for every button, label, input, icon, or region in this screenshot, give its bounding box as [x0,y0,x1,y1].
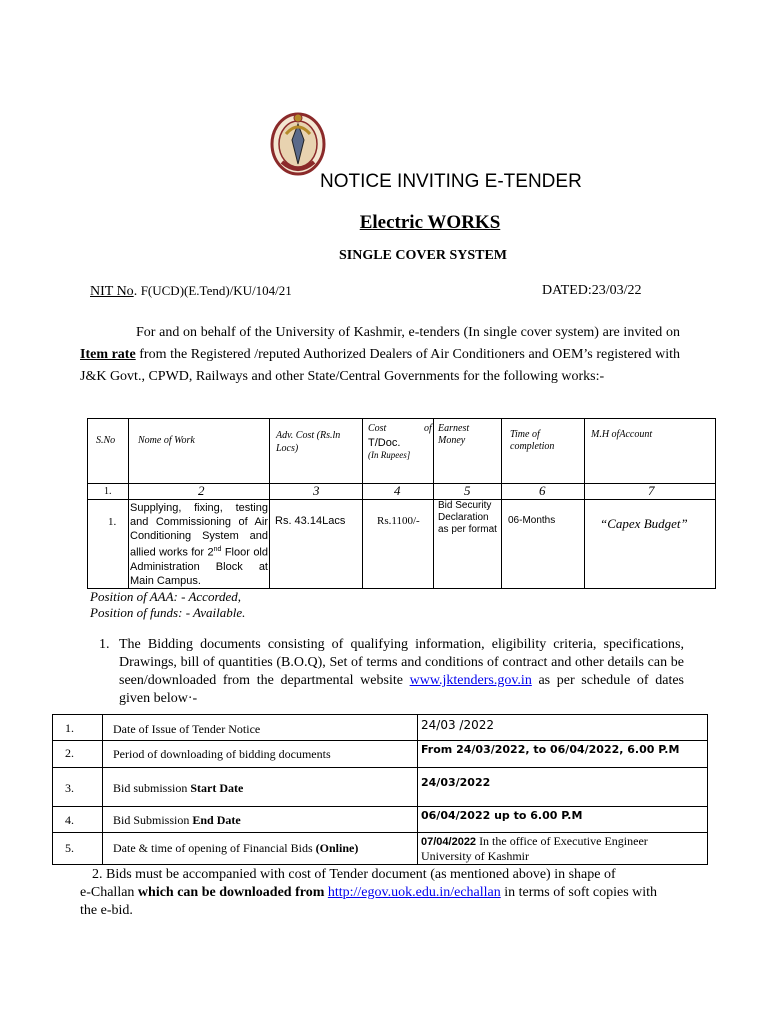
label-bold: (Online) [315,841,359,855]
schedule-num: 3. [65,781,74,795]
schedule-num: 5. [65,841,74,855]
column-number: 1. [104,486,112,497]
schedule-label: Period of downloading of bidding documents [113,747,331,761]
column-number: 7 [648,483,655,498]
table-divider [88,483,715,484]
schedule-value [421,834,648,863]
schedule-num: 4. [65,813,74,827]
point-1-after: as per schedule of dates given below·- [119,673,685,706]
point-2-line-1: 2. Bids must be accompanied with cost of Tender document (as mentioned above) in shape of [92,867,616,882]
value-part: In the office of Executive Engineer [476,834,648,848]
jktenders-link[interactable]: www.jktenders.gov.in [409,673,532,688]
row-time-of-completion: 06-Months [508,515,556,526]
cover-system: SINGLE COVER SYSTEM [338,248,508,263]
header-name-of-work: Nome of Work [138,435,195,446]
header-time-of-completion: Time of completion [510,429,555,452]
row-adv-cost: Rs. 43.14Lacs [275,515,346,527]
header-doc-cost-tdoc: T/Doc. [368,437,401,449]
schedule-label [113,813,241,828]
echallan-link[interactable]: http://egov.uok.edu.in/echallan [327,885,501,900]
column-number: 3 [313,483,320,498]
table-divider [102,715,103,864]
row-doc-cost: Rs.1100/- [377,515,420,527]
table-divider [417,715,418,864]
point-2-bold: which can be downloaded from [137,885,325,900]
row-earnest-money: Bid Security Declaration as per format [438,500,497,535]
schedule-value: 24/03/2022 [421,776,491,789]
nit-label: NIT No [90,284,134,299]
table-divider [88,499,715,500]
column-number: 6 [539,483,546,498]
table-divider [128,419,129,588]
table-divider [433,419,434,588]
point-1-number: 1. [99,637,110,652]
point-2-text-end: in terms of soft copies with [500,885,658,900]
table-divider [53,767,707,768]
label-part: Bid Submission [113,813,193,827]
intro-item-rate: Item rate [80,347,136,362]
nit-value: F(UCD)(E.Tend)/KU/104/21 [140,283,292,298]
row-sno: 1. [108,516,117,528]
work-text: Supplying, fixing, testing and Commissioning of Air Conditioning System and allied works for 2 [130,502,268,559]
point-2 [80,866,680,920]
label-part: Date & time of opening of Financial Bids [113,841,316,855]
university-emblem-icon [268,110,328,176]
header-adv-cost: Adv. Cost (Rs.ln Locs) [276,430,341,454]
intro-text-1: For and on behalf of the University of Kashmir, e-tenders (In single cover system) are invited on [136,325,680,340]
work-text-rest: Floor old Administration Block at Main Campus. [130,546,268,587]
nit-number: NIT No. F(UCD)(E.Tend)/KU/104/21 [90,283,292,299]
notice-subtitle: Electric WORKS [359,212,501,233]
schedule-label [113,841,358,856]
schedule-value: From 24/03/2022, to 06/04/2022, 6.00 P.M [421,743,680,756]
header-earnest-money: Earnest Money [438,423,470,446]
header-doc-cost-of: of [424,423,432,434]
table-divider [53,806,707,807]
schedule-num: 1. [65,721,74,735]
label-part: Bid submission [113,781,191,795]
point-2-line-3: the e-bid. [80,903,133,918]
schedule-label: Date of Issue of Tender Notice [113,722,261,736]
work-superscript: nd [213,546,222,553]
table-divider [53,832,707,833]
notice-title: NOTICE INVITING E-TENDER [320,171,582,192]
table-divider [53,740,707,741]
header-mh-account: M.H ofAccount [591,429,653,440]
point-2-line-2 [80,884,680,902]
intro-text-2: from the Registered /reputed Authorized Dealers of Air Conditioners and OEM’s registered with J&K Govt., CPWD, Railways and other State/Central Governments for the following works:- [80,347,680,384]
position-aaa: Position of AAA: - Accorded, [90,589,242,604]
label-bold: Start Date [190,781,244,795]
schedule-label [113,781,243,796]
point-2-text: e-Challan [80,885,138,900]
table-divider [584,419,585,588]
schedule-value: 24/03 /2022 [421,718,494,732]
header-doc-cost: Cost [368,423,387,434]
header-doc-cost-unit: (In Rupees] [368,450,411,460]
schedule-table [52,714,708,865]
column-number: 4 [394,483,401,498]
column-number: 2 [198,483,205,498]
label-bold: End Date [192,813,241,827]
table-divider [362,419,363,588]
intro-paragraph [80,322,680,388]
table-divider [501,419,502,588]
column-number: 5 [464,483,471,498]
point-1-text: The Bidding documents consisting of qualifying information, eligibility criteria, specifications, Drawings, bill of quantities (B.O.Q), Set of terms and conditions of contract and other details can be seen/downloaded from the departmental website [119,637,684,688]
works-table [87,418,716,589]
notice-date: DATED:23/03/22 [542,283,642,298]
table-divider [269,419,270,588]
header-sno: S.No [96,435,116,446]
row-work-description [130,501,268,588]
value-bold: 07/04/2022 [421,836,477,848]
row-mh-account: “Capex Budget” [600,516,688,531]
schedule-value: 06/04/2022 up to 6.00 P.M [421,809,583,822]
point-1 [99,636,684,708]
value-part: University of Kashmir [421,849,529,863]
schedule-num: 2. [65,746,74,760]
positions-block [90,589,245,621]
position-funds: Position of funds: - Available. [90,605,246,620]
